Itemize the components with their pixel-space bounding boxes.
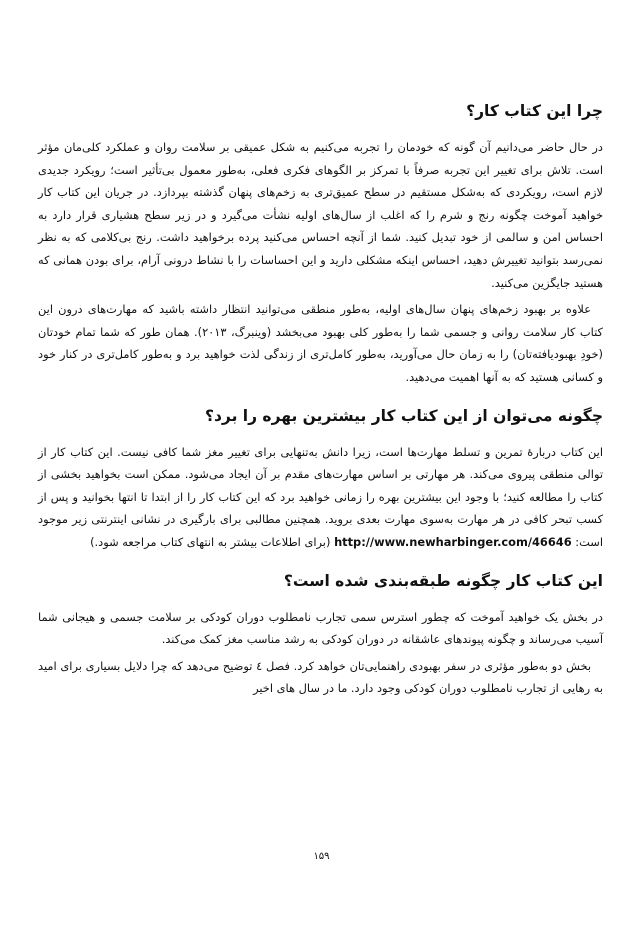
body-paragraph: علاوه بر بهبود زخم‌های پنهان سال‌های اولیه، به‌طور منطقی می‌توانید انتظار داشته باشید که مهارت‌های درون این کتاب کار سلامت روانی و جسمی شما را به‌طور کلی بهبود می‌بخشد (وینبرگ، ۲۰۱۳). همان طور که شما تمام خودتان (خودِ بهبودیافته‌تان) را به زمان حال می‌آورید، به‌طور کامل‌تری از زندگی لذت خواهید برد و به‌طور کامل‌تری در کنار خود و کسانی هستید که به آنها اهمیت می‌دهید. [38,302,603,384]
section-organization [38,570,603,700]
section-heading: چگونه می‌توان از این کتاب کار بیشترین بهره را برد؟ [204,406,603,425]
section-heading: چرا این کتاب کار؟ [466,102,603,120]
body-paragraph: در حال حاضر می‌دانیم آن گونه که خودمان را تجربه می‌کنیم به شکل عمیقی بر سلامت روان و عملکرد کلی‌مان مؤثر است. تلاش برای تغییر این تجربه صرفاً با تمرکز بر الگوهای فکری فعلی، به‌طور معمول بی‌تأثیر است؛ رویکرد جدیدی لازم است، رویکردی که به‌شکل مستقیم در سطح عمیق‌تری به زخم‌های پنهان گذشته بپردازد. در جریان این کتاب کار خواهید آموخت چگونه رنج و شرم را که اغلب از سال‌های اولیه نشأت می‌گیرد و در زیر سطح هشیاری قرار دارد به احساس امن و سالمی از خود تبدیل کنید. شما از آنچه احساس می‌کنید پرده برخواهید داشت. رنج بی‌کلامی که به نظر نمی‌رسد بتوانید تغییرش دهید، احساس اینکه مشکلی دارید و این احساسات را با نشاط درونی آرام، برای بودن همانی که هستید جایگزین می‌کنید. [38,140,603,290]
page-number: ۱۵۹ [313,851,330,862]
link-note: (برای اطلاعات بیشتر به انتهای کتاب مراجعه شود.) [90,534,331,549]
section-why-workbook [38,100,603,389]
body-paragraph: در بخش یک خواهید آموخت که چطور استرس سمی تجارب نامطلوب دوران کودکی بر سلامت جسمی و هیجانی شما آسیب می‌رساند و چگونه پیوندهای عاشقانه در دوران کودکی به رشد مناسب مغز کمک می‌کند. [38,609,603,647]
body-paragraph [38,441,603,554]
page-body [38,100,603,716]
website-link[interactable]: http://www.newharbinger.com/46646 [334,534,572,549]
section-heading: این کتاب کار چگونه طبقه‌بندی شده است؟ [283,571,603,590]
section-how-to-use [38,405,603,554]
body-paragraph: بخش دو به‌طور مؤثری در سفر بهبودی راهنمایی‌تان خواهد کرد. فصل ٤ توضیح می‌دهد که چرا دلایل بسیاری برای امید به رهایی از تجارب نامطلوب دوران کودکی وجود دارد. ما در سال های اخیر [38,658,603,696]
paragraph-text: این کتاب دربارهٔ تمرین و تسلط مهارت‌ها است، زیرا دانش به‌تنهایی برای تغییر مغز شما کافی نیست. این کتاب کار از توالی منطقی پیروی می‌کند. هر مهارتی بر اساس مهارت‌های مقدم بر آن ایجاد می‌شود. ممکن است بخواهید بخشی از کتاب را مطالعه کنید؛ با وجود این بیشترین بهره را زمانی خواهید برد که این کتاب کار را از ابتدا تا انتها بخوانید و پس از کسب تبحر کافی در هر مهارت به‌سوی مهارت بعدی بروید. همچنین مطالبی برای بارگیری در نشانی اینترنتی زیر موجود است: [38,444,603,549]
